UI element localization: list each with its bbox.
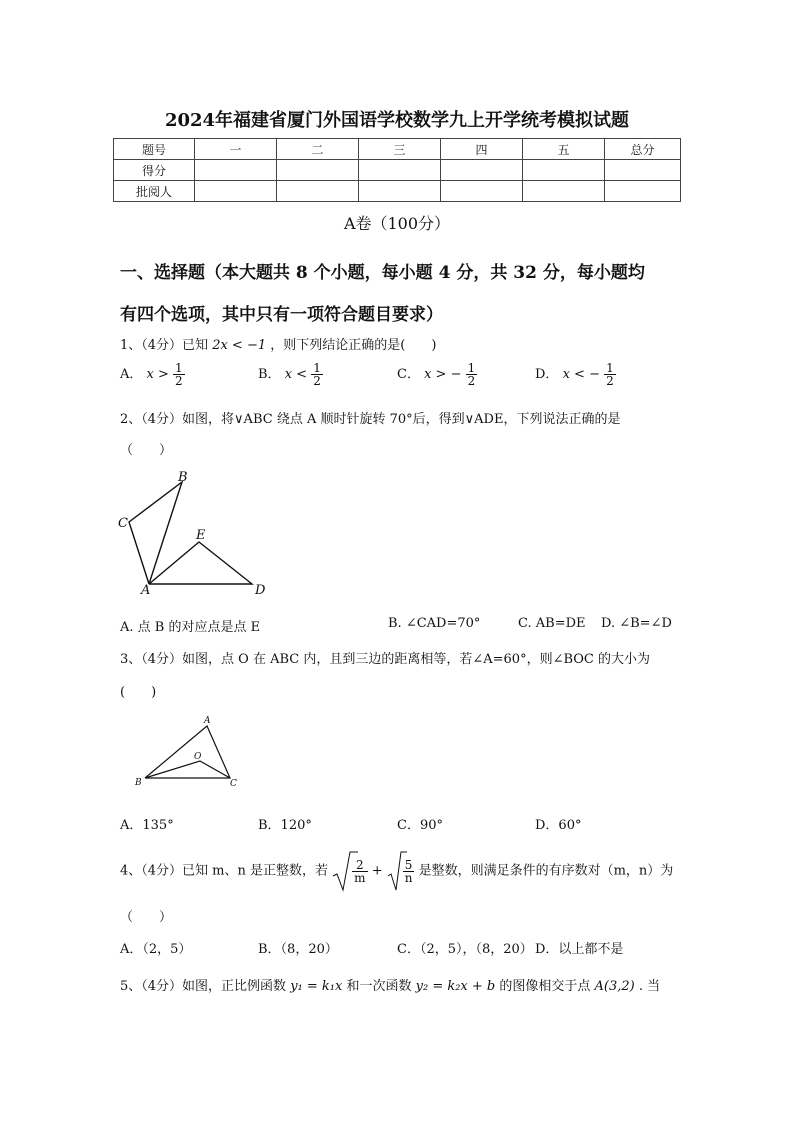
- score-row-label: 批阅人: [114, 181, 195, 202]
- score-header-cell: 题号: [114, 139, 195, 160]
- plus-sign: +: [371, 863, 383, 879]
- q2-label-a: A: [141, 583, 151, 598]
- score-table-row: [114, 160, 681, 181]
- score-cell[interactable]: [441, 181, 523, 202]
- q2-option-c[interactable]: C. AB=DE: [518, 616, 586, 631]
- fraction-numerator: 1: [467, 361, 476, 375]
- q2-text-line2: （ ）: [120, 443, 173, 458]
- score-cell[interactable]: [523, 160, 605, 181]
- score-header-cell: 总分: [605, 139, 681, 160]
- q5-point: A(3,2): [594, 979, 635, 994]
- score-cell[interactable]: [605, 181, 681, 202]
- score-table-row: [114, 181, 681, 202]
- option-label: A．: [120, 367, 143, 382]
- section-heading-line1: 一、选择题（本大题共 8 个小题，每小题 4 分，共 32 分，每小题均: [120, 263, 645, 283]
- fraction-numerator: 1: [606, 361, 614, 375]
- q4-option-c[interactable]: C．（2，5），（8，20）: [397, 942, 533, 957]
- score-cell[interactable]: [277, 181, 359, 202]
- q3-label-o: O: [194, 752, 202, 762]
- q1-option-d[interactable]: [535, 362, 616, 387]
- fraction-numerator: 1: [175, 361, 183, 375]
- q2-option-d[interactable]: D. ∠B=∠D: [601, 616, 672, 631]
- score-cell[interactable]: [359, 181, 441, 202]
- q2-label-c: C: [118, 516, 128, 531]
- q2-label-e: E: [196, 528, 206, 543]
- q3-option-d[interactable]: D．60°: [535, 818, 582, 833]
- fraction-denominator: n: [404, 870, 413, 885]
- option-label: B．: [258, 367, 281, 382]
- score-header-cell: 三: [359, 139, 441, 160]
- fraction-denominator: m: [354, 870, 366, 885]
- option-label: C．: [397, 367, 420, 382]
- score-header-cell: 二: [277, 139, 359, 160]
- q5-function-1: y₁ = k₁x: [290, 979, 343, 994]
- fraction-numerator: 5: [403, 859, 415, 872]
- q5-mid: 和一次函数: [346, 979, 412, 994]
- q1-option-b[interactable]: [258, 362, 323, 387]
- q3-option-a[interactable]: A．135°: [120, 818, 174, 833]
- fraction-denominator: 2: [467, 374, 476, 388]
- q1-prefix: 1、（4分）已知: [120, 338, 209, 353]
- q5-prefix: 5、（4分）如图，正比例函数: [120, 979, 287, 994]
- score-header-cell: 四: [441, 139, 523, 160]
- q4-option-a[interactable]: A．（2，5）: [120, 942, 192, 957]
- fraction: [352, 859, 367, 884]
- question-3: [120, 648, 680, 700]
- sqrt-2-over-m: [332, 850, 367, 892]
- option-expression: x < −: [562, 367, 600, 382]
- option-expression: x >: [146, 367, 169, 382]
- question-5: [120, 975, 690, 994]
- fraction-denominator: 2: [606, 374, 614, 388]
- triangle-ade: [149, 542, 252, 584]
- score-cell[interactable]: [359, 160, 441, 181]
- q3-label-a: A: [204, 716, 211, 726]
- q4-option-b[interactable]: B．（8，20）: [258, 942, 338, 957]
- option-expression: x > −: [424, 367, 462, 382]
- option-label: D．: [535, 367, 559, 382]
- segments-bo-oc: [145, 761, 230, 778]
- section-heading-line2: 有四个选项，其中只有一项符合题目要求）: [120, 305, 443, 325]
- exam-title: 2024年福建省厦门外国语学校数学九上开学统考模拟试题: [164, 110, 630, 131]
- q4-prefix: 4、（4分）已知 m、n 是正整数，若: [120, 863, 329, 879]
- q3-option-c[interactable]: C．90°: [397, 818, 443, 833]
- score-row-label: 得分: [114, 160, 195, 181]
- q3-label-b: B: [135, 778, 142, 788]
- fraction: [311, 362, 323, 387]
- q2-option-a[interactable]: A. 点 B 的对应点是点 E: [120, 620, 261, 635]
- q2-label-b: B: [178, 470, 188, 485]
- q2-figure: [110, 465, 280, 600]
- fraction: [604, 362, 616, 387]
- q3-text-line2: ( ): [120, 685, 157, 700]
- fraction-numerator: 2: [352, 859, 367, 872]
- score-cell[interactable]: [605, 160, 681, 181]
- score-cell[interactable]: [523, 181, 605, 202]
- paper-section-title: A卷（100分）: [343, 214, 451, 233]
- score-cell[interactable]: [441, 160, 523, 181]
- score-cell[interactable]: [195, 160, 277, 181]
- fraction: [466, 362, 478, 387]
- section-heading: [120, 252, 680, 336]
- fraction: [403, 859, 415, 884]
- q3-option-b[interactable]: B．120°: [258, 818, 312, 833]
- q2-option-b[interactable]: B. ∠CAD=70°: [388, 616, 481, 631]
- fraction: [173, 362, 185, 387]
- question-1: [120, 334, 436, 353]
- q3-label-c: C: [230, 779, 237, 789]
- q1-option-a[interactable]: [120, 362, 185, 387]
- q1-suffix: ，则下列结论正确的是( ): [270, 338, 437, 353]
- q3-text-line1: 3、（4分）如图，点 O 在 ABC 内，且到三边的距离相等，若∠A=60°，则∠BOC 的大小为: [120, 652, 650, 667]
- score-header-cell: 一: [195, 139, 277, 160]
- q5-suffix: . 当: [638, 979, 661, 994]
- fraction-numerator: 1: [313, 361, 321, 375]
- q3-figure: [130, 712, 245, 792]
- q4-option-d[interactable]: D．以上都不是: [535, 942, 624, 957]
- question-4: [120, 850, 685, 892]
- score-cell[interactable]: [277, 160, 359, 181]
- score-table-header-row: [114, 139, 681, 160]
- sqrt-5-over-n: [387, 850, 415, 892]
- score-table: [113, 138, 681, 202]
- option-expression: x <: [284, 367, 308, 382]
- q5-function-2: y₂ = k₂x + b: [415, 979, 496, 994]
- q2-text-line1: 2、（4分）如图，将∨ABC 绕点 A 顺时针旋转 70°后，得到∨ADE，下列说法正确的是: [120, 412, 621, 427]
- q4-suffix: 是整数，则满足条件的有序数对（m，n）为: [418, 863, 674, 879]
- score-header-cell: 五: [523, 139, 605, 160]
- q2-label-d: D: [255, 583, 266, 598]
- q1-expression: 2x < −1: [212, 338, 267, 353]
- fraction-denominator: 2: [175, 374, 183, 388]
- q4-text-line2: （ ）: [120, 910, 173, 925]
- score-cell[interactable]: [195, 181, 277, 202]
- q1-option-c[interactable]: [397, 362, 477, 387]
- q5-mid2: 的图像相交于点: [499, 979, 591, 994]
- question-2: [120, 408, 680, 458]
- triangle-abc: [129, 482, 182, 584]
- fraction-denominator: 2: [313, 374, 321, 388]
